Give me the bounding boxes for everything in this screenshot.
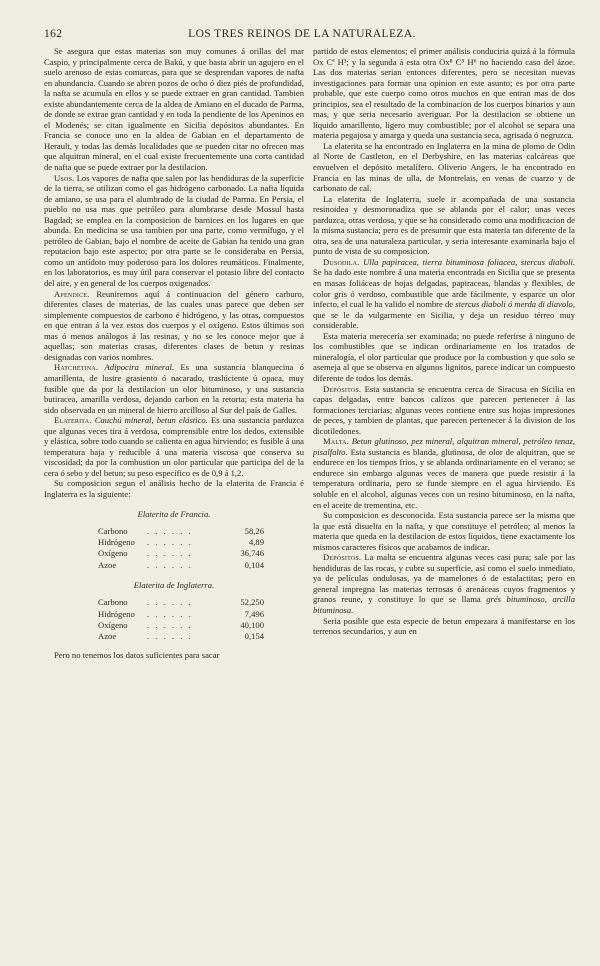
table-row [44, 631, 304, 642]
paragraph: Su composicion segun el análisis hecho de la elaterita de Francia é Inglaterra es la siguiente: [44, 478, 304, 499]
paragraph-dusodila [313, 257, 575, 331]
composition-table-england [44, 597, 304, 642]
element-name: Azoe [98, 559, 117, 570]
paragraph: Se asegura que estas materias son muy comunes á orillas del mar Caspio, y principalmente cerca de Bakú, y que basta abrir un agujero en el suelo arenoso de estas comarcas, para que se desprendan vapores de nafta en abundancia. Cuando se abren pozos de ocho ó diez piés de profundidad, la nafta se acumula en ellos y se puede extraer en gran cantidad. Tambien existe abundantemente cerca de la aldea de Amiano en el ducado de Parma, de donde se extrae gran cantidad y en toda la pendiente de los Apeninos en el Modenés; se citan igualmente en Sicilia depósitos abundantes. En Francia se conoce uno en la aldea de Gabian en el departamento de Herault, y todas las demás localidades que se pueden citar no ofrecen mas que alquitran mineral, en el cual existe frecuentemente una corta cantidad de nafta que se puede extraer por la destilacion. [44, 46, 304, 173]
paragraph-text: Esta sustancia es blanda, glutinosa, de olor de alquitran, que se endurece en los tiempos frios, y se ablanda ordinariamente en el verano; se endurece sin embargo algunas veces de manera que puede resistir á la temperatura ordinaria, pero se funde siempre en el agua hirviendo. Es soluble en el alcohol, algunas veces con un resino bituminoso, en la nafta, en el aceite de trementina, etc. [313, 446, 575, 510]
element-value: 58,26 [244, 526, 264, 537]
composition-table-france [44, 526, 304, 571]
paragraph-usos [44, 173, 304, 289]
left-column [44, 46, 304, 952]
paragraph: Esta materia merecería ser examinada; no puede referirse á ninguno de los combustibles que se indican ordinariamente en los tratados de mineralogía, el olor particular que produce por la combustion y que solo se asemeja al que se observa en algunos lignitos, parece indicar un compuesto diferente de todos los demás. [313, 330, 575, 383]
vulgar-name: stercus diaboli ó merda di diavolo, [455, 299, 575, 310]
table-row [44, 560, 304, 571]
rock-name: grés bituminoso, arcilla bituminosa. [313, 594, 575, 615]
paragraph-continued: partido de estos elementos; el primer análisis conduciria quizá á la fórmula Ox Cª H³; y la segunda á esta otra Ox⁸ C⁵ H⁶ no haciendo caso del ázoe. Las dos materias serian entonces diferentes, pero se necesitan nuevas investigaciones para formar una opinion en este asunto; es por otra parte probable, que este cuerpo como otros muchos en que entran mas de dos principios, sea el resultado de la combinacion de los cuerpos binarios y aun mas, y que seria necesario averiguar. Por la destilacion se obtiene un líquido amarillento, ligero muy combustible; por el alcohol se separa una materia pegajosa y amarga y queda una sustancia seca, agrisada ó negruzca. [313, 46, 575, 141]
page-number: 162 [44, 28, 63, 40]
paragraph-depositos [313, 552, 575, 615]
element-name: Hidrógeno [98, 608, 135, 619]
paragraph-text: Reuniremos aquí á continuacion del género carburo, diferentes clases de materias, de las cuales unas parece que deben ser simplemente compuestos de carbono é hidrógeno, y las otras, compuestos en que entran á la vez estos dos cuerpos y el oxígeno. Estos últimos son mas ó menos análogos á las resinas, y no se les conoce mejor que á aquellas; son materias crasas, diferentes clases de betun y resinas designadas con varios nombres. [44, 288, 304, 362]
element-name: Azoe [98, 630, 117, 641]
leader-dots: . . . . . . [147, 608, 193, 619]
section-label: Depósitos. [323, 552, 362, 563]
leader-dots: . . . . . . [147, 537, 193, 548]
paragraph-depositos [313, 384, 575, 437]
table-title-england: Elaterita de Inglaterra. [133, 579, 215, 590]
section-label: Apendice. [54, 288, 90, 299]
element-value: 7,496 [244, 608, 264, 619]
element-value: 40,100 [240, 619, 264, 630]
mineral-name: Hatchetina. [54, 362, 99, 373]
paragraph-text: Es una sustancia blanquecina ó amarillenta, de lustre grasiento ó nacarado, traslúciente ú opaca, muy fusible que da por la destilacion un olor bituminoso, y una sustancia butiracea, amarilla verdosa, dejando carbon en la retorta; esta materia ha sido observada en un mineral de hierro arcilloso al Sur del país de Galles. [44, 362, 304, 415]
table-row [44, 526, 304, 537]
element-name: Carbono [98, 526, 128, 537]
mineral-name: Elaterita. [54, 415, 92, 426]
paragraph-text: La malta se encuentra algunas veces casi pura; sale por las hendiduras de las rocas, y cubre su superficie, así como el suelo inmediato, ya de películas ondulosas, ya de mamelones ó de estalactitas; pero en general impregna las materias terrosas ó arenáceas cuyos fragmentos y granos reune, y constituye lo que se llama [313, 552, 575, 605]
table-row [44, 609, 304, 620]
section-label: Usos. [54, 172, 75, 183]
element-name: Hidrógeno [98, 537, 135, 548]
mineral-synonym: Ulla papiracea, tierra bituminosa foliacea, stercus diaboli. [363, 256, 575, 267]
element-value: 0,104 [244, 559, 264, 570]
paragraph-text: Esta sustancia se encuentra cerca de Siracusa en Sicilia en capas delgadas, entre bancos calizos que parecen pertenecer á las formaciones terciarias; algunas veces contiene entre sus hojas impresiones de peces, y tambien de plantas, que parecen pertenecer á la division de los dicotiledones. [313, 383, 575, 436]
element-name: Oxígeno [98, 619, 128, 630]
mineral-synonym: Adipocira mineral. [104, 362, 175, 373]
mineral-name: Dusodila. [323, 256, 360, 267]
mineral-synonym: Cauchú mineral, betun elástico. [94, 415, 208, 426]
paragraph-text: que se le da vulgarmente en Sicilia, y deja un residuo térreo muy considerable. [313, 309, 575, 331]
paragraph-text: Es una sustancia parduzca que algunas veces tira á verdosa, comprensible entre los dedos, extensible y elástica, sobre todo cuando se calienta en agua hirviendo; es fusible á una temperatura baja y reducible á una materia viscosa que conserva su viscosidad; da por la combustion un olor particular que participa del de la cera ó sebo y del betun; su peso específico es de 0,9 á 1,2. [44, 415, 304, 478]
element-value: 52,250 [240, 597, 264, 608]
paragraph-apendice [44, 289, 304, 363]
spacer [44, 642, 304, 650]
element-name: Oxígeno [98, 548, 128, 559]
leader-dots: . . . . . . [147, 548, 193, 559]
table-row [44, 537, 304, 548]
element-value: 0,154 [244, 630, 264, 641]
leader-dots: . . . . . . [147, 597, 193, 608]
table-title-france: Elaterita de Francia. [137, 508, 211, 519]
paragraph: Su composicion es desconocida. Esta sustancia parece ser la misma que la que está disuelta en la nafta, y que constituye el petróleo; al menos la materia que queda en la destilacion de estos líquidos, tiene exactamente los mismos caracteres físicos que acabamos de indicar. [313, 510, 575, 552]
leader-dots: . . . . . . [147, 619, 193, 630]
paragraph-text: Los vapores de nafta que salen por las hendiduras de la superficie de la tierra, se utilizan como el gas hidrógeno carbonado. La nafta líquida de amiano, se usa para el alumbrado de la ciudad de Parma. En Persia, el pueblo no usa mas que petróleo para alumbrarse desde Mossul hasta Bagdad; se emplea en la composicion de barnices en los lugares en que abunda. En medicina se usa tambien por una parte, como vermífugo, y el petróleo de Gabian, bajo el nombre de aceite de Gabian ha tenido una gran reputacion bajo este aspecto; por otra parte se le consideraba en Persia, como un antídoto muy poderoso para los dolores reumáticos. Finalmente, en los laboratorios, es muy útil para conservar el potasio libre del contacto del aire, y en general de los cuerpos oxigenados. [44, 172, 304, 289]
paragraph: La elaterita de Inglaterra, suele ir acompañada de una sustancia resinoidea y desmoronadiza que se ablanda por el calor; unas veces parduzca, otras verdosa, y que se ha considerado como una modificacion de la misma sustancia; pero es de presumir que esta materia tan diferente de la otra, sea de una naturaleza particular, y seria interesante examinarla bajo el punto de vista de su composicion. [313, 193, 575, 257]
running-title: LOS TRES REINOS DE LA NATURALEZA. [188, 28, 416, 40]
mineral-name: Malta. [323, 436, 349, 447]
paragraph-hatchetina [44, 362, 304, 415]
right-column [313, 46, 575, 952]
element-name: Carbono [98, 597, 128, 608]
paragraph: La elaterita se ha encontrado en Inglaterra en la mina de plomo de Odin al Norte de Castleton, en el Derbyshire, en las materias calcáreas que envuelven el depósito metalífero. Oliverio Angers, le ha encontrado en Francia en las minas de ulla, de Montrelais, en venas de cuarzo y de carbonato de cal. [313, 140, 575, 194]
table-row [44, 597, 304, 608]
table-row [44, 548, 304, 559]
element-value: 36,746 [240, 548, 264, 559]
mineral-synonym: Betun glutinoso, pez mineral, alquitran mineral, petróleo tenaz, pisalfalto. [313, 436, 575, 457]
paragraph-elaterita [44, 415, 304, 478]
table-row [44, 620, 304, 631]
leader-dots: . . . . . . [147, 526, 193, 537]
page-header [44, 28, 560, 46]
paragraph: Seria posible que esta especie de betun empezara á manifestarse en los terrenos secundarios, y aun en [313, 615, 575, 637]
paragraph-malta [313, 436, 575, 510]
paragraph: Pero no tenemos los datos suficientes para sacar [54, 650, 220, 661]
leader-dots: . . . . . . [147, 559, 193, 570]
element-value: 4,89 [248, 537, 264, 548]
section-label: Depósitos. [323, 383, 362, 394]
paragraph-text: Se ha dado este nombre á una materia encontrada en Sicilia que se presenta en masas foliáceas de hojas delgadas, papiraceas, blandas y flexibles, de color gris ó verdoso, combustible que arde fácilmente, y esparce un olor infecto, el cual le ha valido el nombre de [313, 267, 575, 310]
leader-dots: . . . . . . [147, 630, 193, 641]
